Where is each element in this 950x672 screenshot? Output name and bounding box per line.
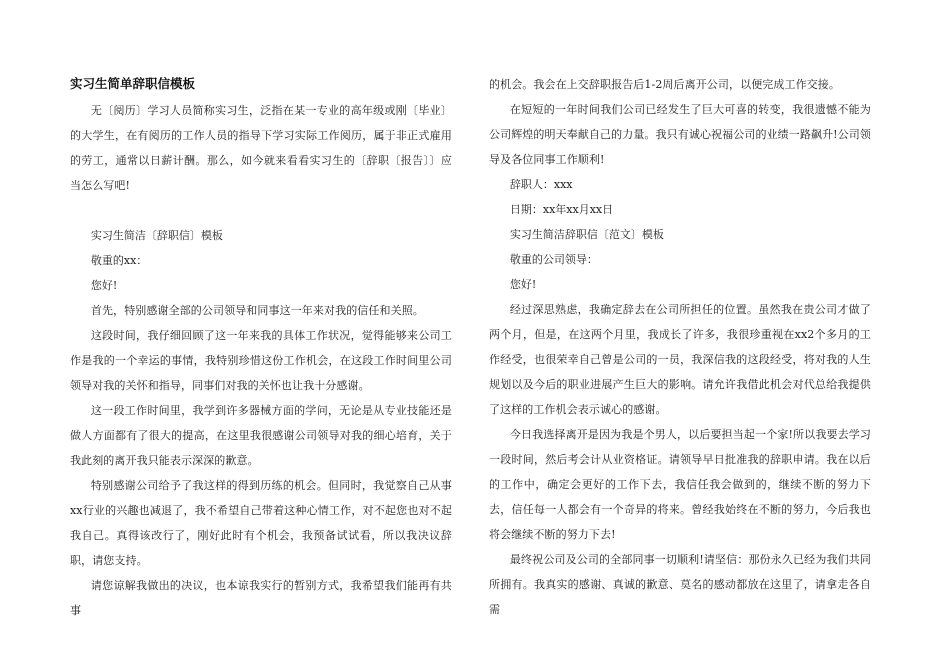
paragraph-decision: 经过深思熟虑，我确定辞去在公司所担任的位置。虽然我在贵公司才做了两个月，但是，在这两个月里，我成长了许多，我很珍重视在xx2个多月的工作经受，也很荣幸自己曾是公司的一员，我深信我的这段经受，将对我的人生规划以及今后的职业进展产生巨大的影响。请允许我借此机会对代总给我提供了这样的工作机会表示诚心的感谢。: [489, 303, 871, 416]
salutation: 敬重的xx：: [90, 254, 148, 267]
right-column: [489, 76, 871, 622]
spacer: [70, 198, 452, 223]
paragraph-reason: 特别感谢公司给予了我这样的得到历练的机会。但同时，我觉察自己从事xx行业的兴趣也减退了，我不希望自己带着这种心情工作，对不起您也对不起我自己。真得该改行了，刚好此时有个机会，我预备试试看，所以我决议辞职，请您支持。: [70, 479, 452, 567]
date: 日期：xx年xx月xx日: [509, 203, 614, 216]
paragraph-thanks: 首先，特别感谢全部的公司领导和同事这一年来对我的信任和关照。: [90, 304, 424, 317]
paragraph-leaving-reason: 今日我选择离开是因为我是个男人，以后要担当起一个家!所以我要去学习一段时间，然后考会计从业资格证。请领导早日批准我的辞职申请。我在以后的工作中，确定会更好的工作下去，我信任我会做到的，继续不断的努力下去，信任每一人都会有一个奇异的将来。曾经我始终在不断的努力，今后我也将会继续不断的努力下去!: [489, 428, 871, 541]
letter-subtitle-2: 实习生简洁辞职信〔范文〕模板: [509, 228, 664, 241]
greeting: 您好!: [90, 279, 118, 292]
paragraph-review: 这段时间，我仔细回顾了这一年来我的具体工作状况，觉得能够来公司工作是我的一个幸运的事情，我特别珍惜这份工作机会，在这段工作时间里公司领导对我的关怀和指导，同事们对我的关怀也让我十分感谢。: [70, 329, 452, 392]
letter-subtitle: 实习生简洁〔辞职信〕模板: [90, 229, 223, 242]
intro-paragraph: 无〔阅历〕学习人员简称实习生，泛指在某一专业的高年级或刚〔毕业〕的大学生，在有阅历的工作人员的指导下学习实际工作阅历，属于非正式雇用的劳工，通常以日薪计酬。那么，如今就来看看实习生的〔辞职〔报告〕〕应当怎么写吧!: [70, 104, 452, 192]
signer: 辞职人：xxx: [509, 178, 573, 191]
paragraph-learning: 这一段工作时间里，我学到许多器械方面的学问，无论是从专业技能还是做人方面都有了很大的提高，在这里我很感谢公司领导对我的细心培育，关于我此刻的离开我只能表示深深的歉意。: [70, 404, 452, 467]
left-column: [70, 76, 452, 623]
paragraph-closing: 最终祝公司及公司的全部同事一切顺利!请坚信：那份永久已经为我们共同所拥有。我真实的感谢、真诚的歉意、莫名的感动都放在这里了，请拿走各自需: [489, 553, 871, 616]
paragraph-understanding-continued: 的机会。我会在上交辞职报告后1-2周后离开公司，以便完成工作交接。: [489, 78, 841, 91]
salutation-2: 敬重的公司领导：: [509, 253, 598, 266]
document-title: 实习生简单辞职信模板: [70, 76, 196, 91]
paragraph-understanding: 请您谅解我做出的决议，也本谅我实行的暂别方式，我希望我们能再有共事: [70, 579, 452, 617]
greeting-2: 您好!: [509, 278, 537, 291]
paragraph-wishes: 在短短的一年时间我们公司已经发生了巨大可喜的转变，我很遗憾不能为公司辉煌的明天奉献自己的力量。我只有诚心祝福公司的业绩一路飙升!公司领导及各位同事工作顺利!: [489, 103, 871, 166]
